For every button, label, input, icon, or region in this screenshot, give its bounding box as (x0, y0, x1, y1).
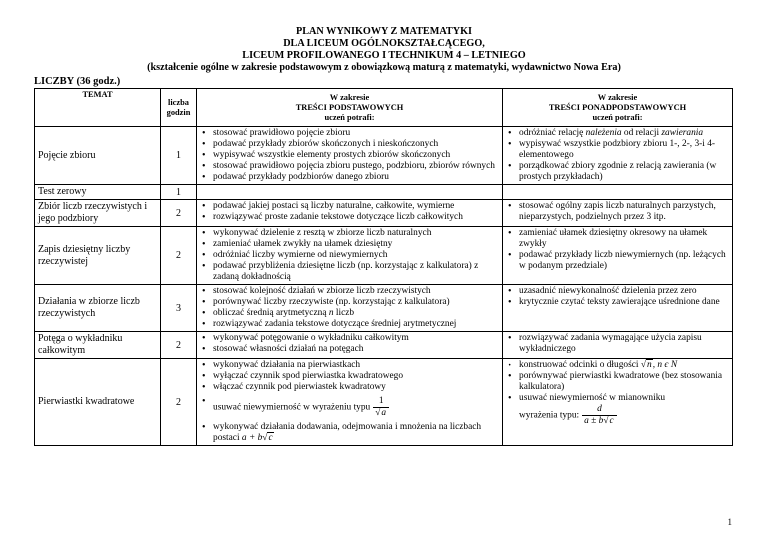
list-item: • porównywać liczby rzeczywiste (np. korzystając z kalkulatora) (213, 297, 499, 308)
basic-header-line-2: TREŚCI PODSTAWOWYCH (295, 102, 404, 112)
list-item (213, 396, 499, 419)
text: obliczać średnią arytmetyczną (213, 308, 329, 318)
list-item: · konstruować odcinki o długości √n, n є N (519, 360, 729, 371)
hours-cell: 2 (161, 200, 197, 227)
fraction (582, 404, 617, 427)
italic-term: zawierania (661, 128, 704, 138)
topic-cell: Pojęcie zbioru (35, 127, 161, 185)
topic-cell: Pierwiastki kwadratowe (35, 359, 161, 446)
list-item: • stosować ogólny zapis liczb naturalnych parzystych, nieparzystych, podzielnych przez 3 itp. (519, 201, 729, 223)
list-item: • stosować własności działań na potęgach (213, 344, 499, 355)
text: usuwać niewymierność w wyrażeniu typu (213, 402, 371, 413)
section-title: LICZBY (36 godz.) (34, 76, 121, 87)
fraction-denominator: a ± b√c (584, 416, 614, 426)
basic-skills-cell (197, 359, 503, 446)
table-row (35, 285, 733, 332)
topic-cell: Test zerowy (35, 185, 161, 200)
list-item: • rozwiązywać zadania tekstowe dotyczące średniej arytmetycznej (213, 319, 499, 330)
list-item: • podawać przybliżenia dziesiętne liczb (np. korzystając z kalkulatora) z zadaną dokładnością (213, 261, 499, 283)
table-row (35, 185, 733, 200)
header-line-1: PLAN WYNIKOWY Z MATEMATYKI (296, 26, 472, 37)
math-expression: , n є N (652, 360, 678, 370)
fraction-denominator: √a (375, 408, 387, 418)
basic-header-line-3: uczeń potrafi: (324, 112, 375, 122)
list-item: • uzasadnić niewykonalność dzielenia przez zero (519, 286, 729, 297)
radicand: c (268, 433, 273, 443)
hours-cell: 1 (161, 127, 197, 185)
hours-cell: 2 (161, 359, 197, 446)
topic-cell: Zapis dziesiętny liczby rzeczywistej (35, 227, 161, 285)
list-item: • podawać przykłady podzbiorów danego zbioru (213, 172, 499, 183)
table-header-row (35, 89, 733, 127)
list-item: • wyłączać czynnik spod pierwiastka kwadratowego (213, 371, 499, 382)
text: od relacji (621, 128, 662, 138)
text: usuwać niewymierność w mianowniku (519, 393, 666, 403)
adv-header-line-2: TREŚCI PONADPODSTAWOWYCH (548, 102, 687, 112)
adv-header-line-1: W zakresie (597, 92, 638, 102)
hours-cell: 1 (161, 185, 197, 200)
advanced-skills-cell (503, 227, 733, 285)
hours-header-line-2: godzin (166, 107, 191, 117)
plan-table (34, 88, 733, 446)
list-item: • podawać przykłady zbiorów skończonych i nieskończonych (213, 139, 499, 150)
math-expression: a + b (241, 433, 263, 443)
list-item: • wypisywać wszystkie podzbiory zbioru 1-, 2-, 3-i 4-elementowego (519, 139, 729, 161)
page-number: 1 (727, 517, 732, 527)
list-item: • podawać przykłady liczb niewymiernych (np. leżących w podanym przedziale) (519, 250, 729, 272)
radicand: n (647, 360, 652, 370)
table-row (35, 227, 733, 285)
basic-skills-cell (197, 127, 503, 185)
basic-skills-cell (197, 227, 503, 285)
list-item: • rozwiązywać zadania wymagające użycia zapisu wykładniczego (519, 333, 729, 355)
list-item: • wykonywać działania na pierwiastkach (213, 360, 499, 371)
basic-skills-cell (197, 185, 503, 200)
list-item: • odróżniać liczby wymierne od niewymiernych (213, 250, 499, 261)
list-item (213, 308, 499, 319)
list-item: • zamieniać ułamek zwykły na ułamek dziesiętny (213, 239, 499, 250)
text: konstruować odcinki o długości (519, 360, 639, 370)
header-line-3: LICEUM PROFILOWANEGO I TECHNIKUM 4 – LETNIEGO (242, 50, 526, 61)
topic-cell: Zbiór liczb rzeczywistych i jego podzbiory (35, 200, 161, 227)
list-item: • porównywać pierwiastki kwadratowe (bez stosowania kalkulatora) (519, 371, 729, 393)
list-item: • wykonywać dzielenie z resztą w zbiorze liczb naturalnych (213, 228, 499, 239)
radicand: c (609, 416, 614, 426)
list-item: • włączać czynnik pod pierwiastek kwadratowy (213, 382, 499, 393)
adv-header-line-3: uczeń potrafi: (592, 112, 643, 122)
advanced-skills-cell (503, 127, 733, 185)
document-header (0, 26, 768, 74)
text: liczb (333, 308, 355, 318)
fraction-numerator: d (582, 404, 617, 416)
table-row (35, 359, 733, 446)
basic-header-line-1: W zakresie (329, 92, 370, 102)
list-item: • stosować prawidłowo pojęcia zbioru pustego, podzbioru, zbiorów równych (213, 161, 499, 172)
hours-cell: 2 (161, 332, 197, 359)
basic-skills-cell (197, 285, 503, 332)
topic-cell: Działania w zbiorze liczb rzeczywistych (35, 285, 161, 332)
topic-cell: Potęga o wykładniku całkowitym (35, 332, 161, 359)
advanced-skills-cell (503, 332, 733, 359)
list-item: • podawać jakiej postaci są liczby naturalne, całkowite, wymierne (213, 201, 499, 212)
advanced-skills-cell (503, 285, 733, 332)
list-item: • wykonywać potęgowanie o wykładniku całkowitym (213, 333, 499, 344)
table-row (35, 127, 733, 185)
list-item: • wypisywać wszystkie elementy prostych zbiorów skończonych (213, 150, 499, 161)
text: odróżniać relację (519, 128, 586, 138)
table-row (35, 332, 733, 359)
italic-term: n (328, 308, 334, 318)
list-item: • stosować prawidłowo pojęcie zbioru (213, 128, 499, 139)
column-header-topic: TEMAT (35, 89, 161, 127)
hours-cell: 2 (161, 227, 197, 285)
text: wykonywać działania dodawania, odejmowania i mnożenia na liczbach postaci (213, 422, 482, 443)
list-item (519, 393, 729, 427)
column-header-advanced (503, 89, 733, 127)
list-item: • stosować kolejność działań w zbiorze liczb rzeczywistych (213, 286, 499, 297)
radicand: a (381, 408, 387, 418)
advanced-skills-cell (503, 185, 733, 200)
hours-cell: 3 (161, 285, 197, 332)
fraction-numerator: 1 (373, 396, 389, 408)
list-item: • zamieniać ułamek dziesiętny okresowy na ułamek zwykły (519, 228, 729, 250)
hours-header-line-1: liczba (168, 97, 189, 107)
advanced-skills-cell (503, 359, 733, 446)
basic-skills-cell (197, 332, 503, 359)
list-item: • krytycznie czytać teksty zawierające uśrednione dane (519, 297, 729, 308)
list-item: • rozwiązywać proste zadanie tekstowe dotyczące liczb całkowitych (213, 212, 499, 223)
math-expression: a ± b (584, 416, 604, 426)
basic-skills-cell (197, 200, 503, 227)
list-item: • wykonywać działania dodawania, odejmowania i mnożenia na liczbach postaci a + b√c (213, 422, 499, 444)
header-line-4: (kształcenie ogólne w zakresie podstawowym z obowiązkową maturą z matematyki, wydawnictwo Nowa Era) (147, 62, 621, 73)
header-line-2: DLA LICEUM OGÓLNOKSZTAŁCĄCEGO, (283, 38, 485, 49)
list-item (519, 128, 729, 139)
advanced-skills-cell (503, 200, 733, 227)
italic-term: należenia (585, 128, 622, 138)
text: wyrażenia typu: (519, 410, 580, 421)
fraction (373, 396, 389, 419)
column-header-basic (197, 89, 503, 127)
column-header-hours (161, 89, 197, 127)
table-row (35, 200, 733, 227)
list-item: • porządkować zbiory zgodnie z relacją zawierania (w prostych przykładach) (519, 161, 729, 183)
